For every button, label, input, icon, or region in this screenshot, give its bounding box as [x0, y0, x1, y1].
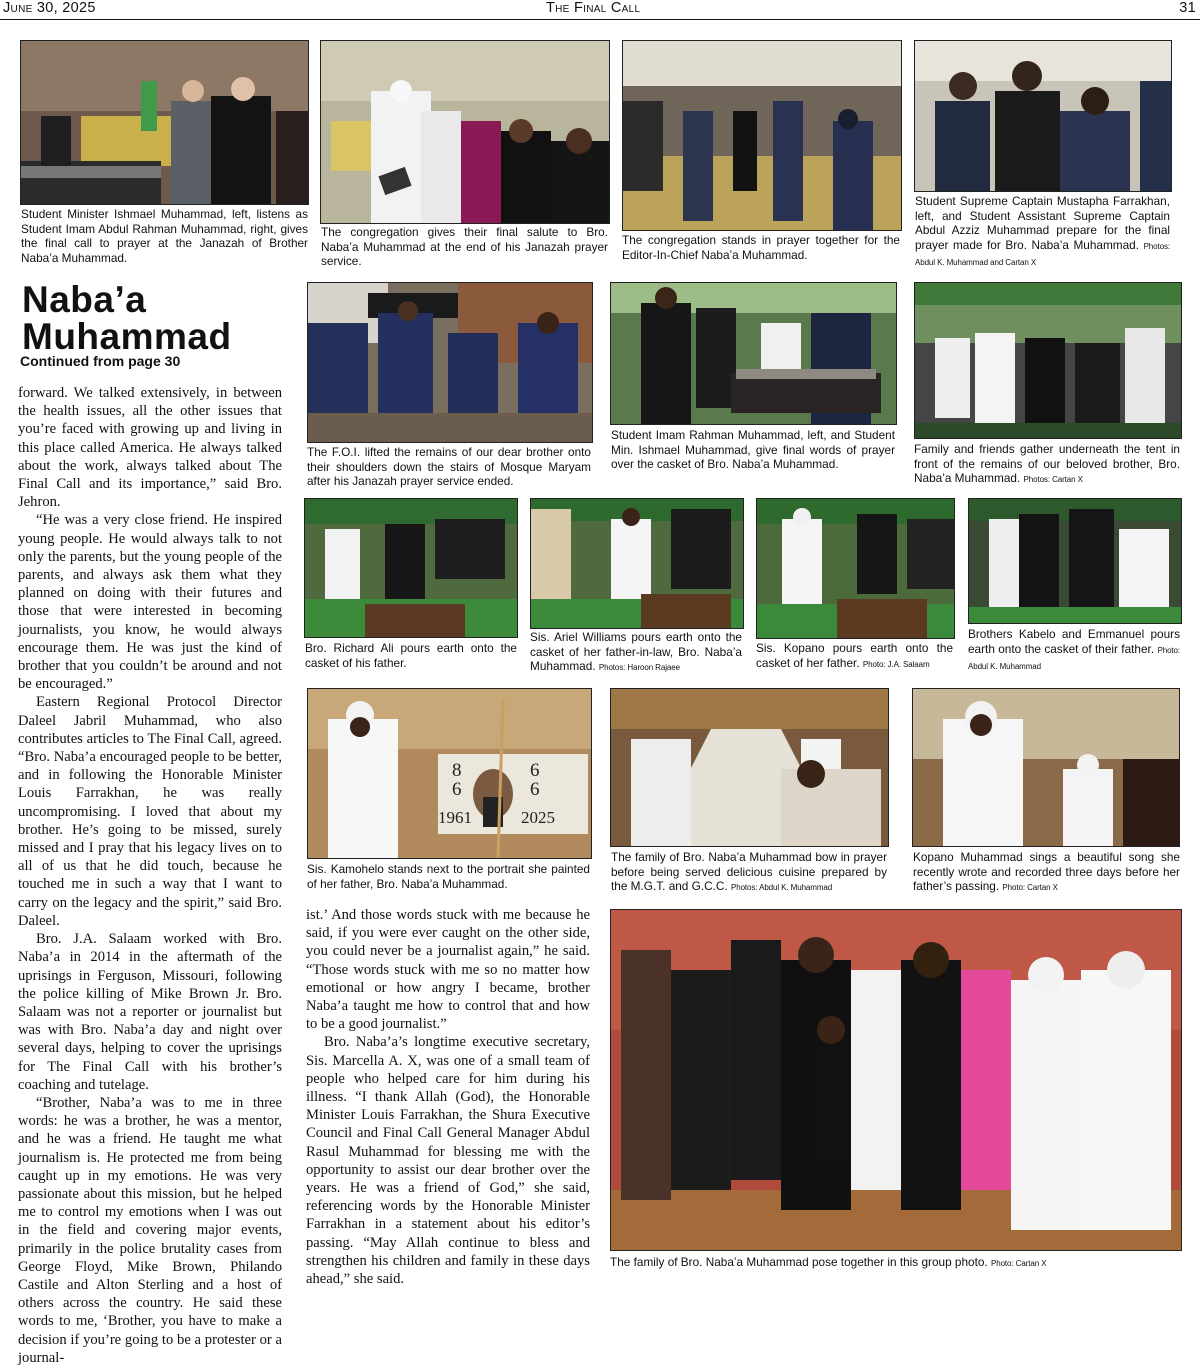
photo-final-salute [320, 40, 610, 224]
caption-richard-ali-earth: Bro. Richard Ali pours earth onto the casket of his father. [305, 641, 517, 670]
article-paragraph: “Brother, Naba’a was to me in three words: he was a brother, he was a mentor, and he was a friend. He taught me what journalism is. He protected me from being caught up in my emotions. He was very passionate about this mission, but he helped me to control my emotions when I was out in the field and covering major events, primarily in the police brutality cases from George Floyd, Mike Brown, Philando Castile and Alton Sterling and a host of others across the country. He said these words to me, ‘Brother, you have to make a decision if you’re going to be a protester or a journal- [18, 1094, 282, 1366]
caption-kopano-sings: Kopano Muhammad sings a beautiful song she recently wrote and recorded three days before her father’s passing. Photo: Cartan X [913, 850, 1180, 894]
photo-congregation-prayer [622, 40, 902, 231]
article-column-1 [18, 384, 282, 1367]
caption-final-salute: The congregation gives their final salute to Bro. Naba’a Muhammad at the end of his Janazah prayer service. [321, 225, 608, 269]
caption-foi-lift-casket: The F.O.I. lifted the remains of our dear brother onto their shoulders down the stairs of Mosque Maryam after his Janazah prayer service ended. [307, 445, 591, 489]
continued-from-line: Continued from page 30 [20, 353, 181, 369]
credit-family-group: Photo: Cartan X [991, 1259, 1047, 1268]
page-header [0, 0, 1200, 20]
caption-ariel-williams-earth: Sis. Ariel Williams pours earth onto the casket of her father-in-law, Bro. Naba’a Muhammad. Photos: Haroon Rajaee [530, 630, 742, 674]
portrait-birth-year: 1961 [438, 808, 472, 827]
photo-foi-lift-casket [307, 282, 593, 443]
caption-supreme-captains: Student Supreme Captain Mustapha Farrakhan, left, and Student Assistant Supreme Captain Abdul Azziz Muhammad prepare for the final prayer made for Bro. Naba’a Muhammad. Photos: Abdul K. Muhammad and Cartan X [915, 194, 1170, 268]
article-paragraph: forward. We talked extensively, in between the health issues, all the other issues that you’re faced with growing up and living in this place called America. He always talked about the work, always talked about The Final Call and its importance,” said Bro. Jehron. [18, 385, 282, 511]
photo-kamohelo-portrait [307, 688, 592, 859]
caption-family-under-tent: Family and friends gather underneath the tent in front of the remains of our beloved brother, Bro. Naba’a Muhammad. Photos: Cartan X [914, 442, 1180, 486]
article-paragraph: Eastern Regional Protocol Director Daleel Jabril Muhammad, who also contributes articles to The Final Call, agreed. “Bro. Naba’a encouraged people to be better, and in following the Honorable Minister Louis Farrakhan, he was really uncompromising. I loved that about my brother. He’s going to be missed, surely missed and I pray that his legacy lives on to all of us that he did touch, because he touched me in such a way that I want to carry on the legacy and the spirit,” said Bro. Daleel. [18, 694, 282, 929]
photo-kopano-earth [756, 498, 955, 639]
article-paragraph: “He was a very close friend. He inspired young people. He would always talk to not only the parents, but the young people of the parents, and always ask them what they planned on doing with their futures and those that were interested in becoming journalists, you know, he would always encourage them. He was just the kind of brother that you couldn’t be around and not be encouraged.” [18, 512, 282, 693]
credit-family-under-tent: Photos: Cartan X [1023, 475, 1083, 485]
credit-family-bow-prayer: Photos: Abdul K. Muhammad [730, 883, 833, 893]
photo-kopano-sings [912, 688, 1180, 847]
portrait-death-year: 2025 [521, 808, 555, 827]
portrait-birth-digits: 8 6 [452, 760, 462, 800]
article-paragraph: Bro. Naba’a’s longtime executive secretary, Sis. Marcella A. X, was one of a small team of people who helped care for him during his illness. “I thank Allah (God), the Honorable Minister Louis Farrakhan, the Shura Executive Council and Final Call General Manager Abdul Rasul Muhammad for blessing me with the opportunity to assist our dear brother over the years. He was a friend of God,” she said, referencing words by the Honorable Minister Farrakhan in a statement about his editor’s passing. “May Allah continue to bless and strengthen his children and family in these days ahead,” she said. [306, 1034, 590, 1288]
caption-final-call-to-prayer: Student Minister Ishmael Muhammad, left, listens as Student Imam Abdul Rahman Muhammad, right, gives the final call to prayer at the Janazah of Brother Naba’a Muhammad. [21, 207, 308, 265]
caption-brothers-earth: Brothers Kabelo and Emmanuel pours earth onto the casket of their father. Photo: Abdul K. Muhammad [968, 627, 1181, 672]
article-headline: Naba’a Muhammad [22, 279, 232, 357]
issue-date: June 30, 2025 [3, 0, 96, 16]
page-number: 31 [1179, 0, 1196, 16]
article-paragraph: Bro. J.A. Salaam worked with Bro. Naba’a in 2014 in the aftermath of the uprisings in Ferguson, Missouri, following the police killing of Mike Brown Jr. Bro. Salaam was not a reporter or journalist but was with Bro. Naba’a day and night over several days, helping to cover the uprisings for The Final Call with his brother’s coaching and tutelage. [18, 931, 282, 1093]
photo-ariel-williams-earth [530, 498, 744, 629]
photo-family-under-tent [914, 282, 1182, 439]
photo-final-call-to-prayer [20, 40, 309, 205]
portrait-death-digits: 6 6 [530, 760, 540, 800]
credit-brothers-earth: Photo: Abdul K. Muhammad [968, 645, 1181, 672]
photo-richard-ali-earth [304, 498, 518, 638]
caption-final-words-prayer: Student Imam Rahman Muhammad, left, and Student Min. Ishmael Muhammad, give final words of prayer over the casket of Bro. Naba’a Muhammad. [611, 428, 895, 472]
photo-brothers-earth [968, 498, 1182, 624]
publication-name: The Final Call [546, 0, 641, 16]
photo-final-words-prayer [610, 282, 897, 425]
caption-family-bow-prayer: The family of Bro. Naba’a Muhammad bow in prayer before being served delicious cuisine prepared by the M.G.T. and G.C.C. Photos: Abdul K. Muhammad [611, 850, 887, 894]
caption-kopano-earth: Sis. Kopano pours earth onto the casket of her father. Photo: J.A. Salaam [756, 641, 953, 670]
caption-kamohelo-portrait: Sis. Kamohelo stands next to the portrait she painted of her father, Bro. Naba’a Muhammad. [307, 862, 590, 891]
photo-family-group [610, 909, 1182, 1251]
credit-kopano-earth: Photo: J.A. Salaam [862, 659, 930, 669]
credit-kopano-sings: Photo: Cartan X [1002, 883, 1058, 893]
credit-supreme-captains: Photos: Abdul K. Muhammad and Cartan X [915, 241, 1170, 268]
photo-family-bow-prayer [610, 688, 889, 847]
credit-ariel-williams-earth: Photos: Haroon Rajaee [598, 663, 680, 673]
caption-family-group: The family of Bro. Naba’a Muhammad pose together in this group photo. Photo: Cartan X [610, 1255, 1047, 1269]
article-paragraph: ist.’ And those words stuck with me because he said, if you were ever caught on the other side, you could never be a journalist again,” he said. “Those words stuck with me so no matter how emotional or how angry I became, brother Naba’a taught me how to control that and how to be a good journalist.” [306, 907, 590, 1033]
caption-congregation-prayer: The congregation stands in prayer together for the Editor-In-Chief Naba’a Muhammad. [622, 233, 900, 262]
photo-supreme-captains [914, 40, 1172, 192]
article-column-2 [306, 906, 590, 1288]
